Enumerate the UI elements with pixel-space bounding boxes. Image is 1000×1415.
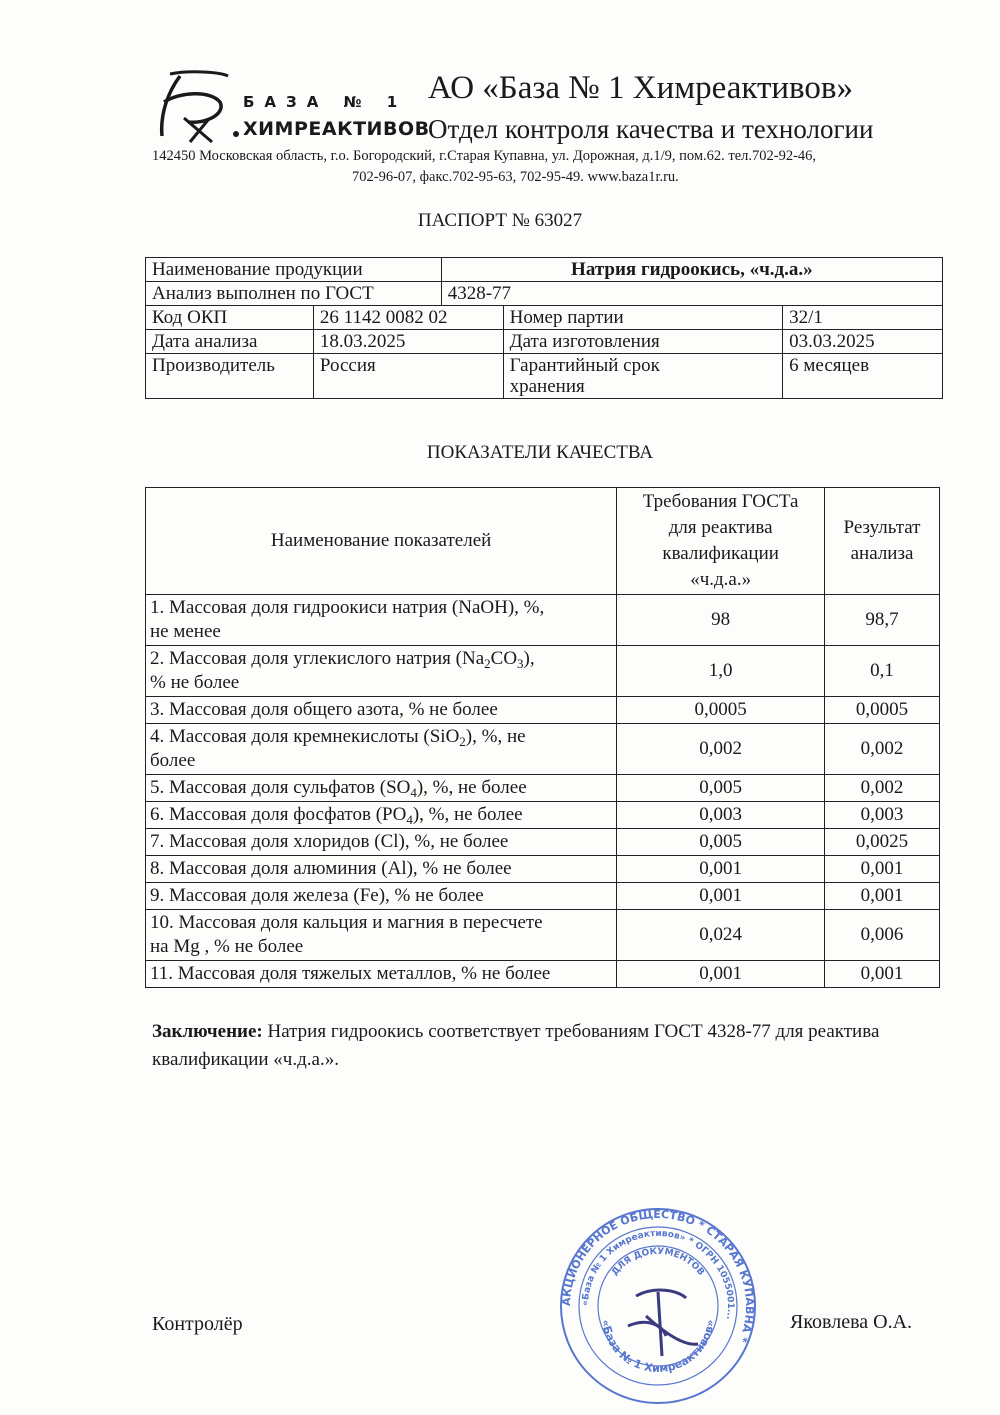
company-stamp	[558, 1206, 758, 1406]
requirement-value: 0,001	[617, 961, 825, 988]
result-value: 0,0005	[825, 697, 940, 724]
requirement-value: 0,001	[617, 883, 825, 910]
conclusion-label: Заключение:	[152, 1021, 263, 1042]
address-line-1: 142450 Московская область, г.о. Богородский, г.Старая Купавна, ул. Дорожная, д.1/9, пом.62. тел.702-92-46,	[152, 148, 817, 164]
address-line-2: 702-96-07, факс.702-95-63, 702-95-49. www.baza1r.ru.	[352, 169, 679, 185]
analysis-date-label: Дата анализа	[146, 330, 314, 354]
logo-text-line2: ХИМРЕАКТИВОВ	[243, 118, 430, 140]
shelf-life-label: Гарантийный срок хранения	[503, 354, 783, 399]
indicator-name: 9. Массовая доля железа (Fe), % не более	[146, 883, 617, 910]
quality-section-title: ПОКАЗАТЕЛИ КАЧЕСТВА	[426, 442, 654, 463]
result-value: 0,002	[825, 775, 940, 802]
table-row	[146, 595, 940, 646]
result-value: 0,002	[825, 724, 940, 775]
requirement-value: 0,003	[617, 802, 825, 829]
table-row	[146, 258, 943, 282]
table-row	[146, 330, 943, 354]
passport-title: ПАСПОРТ № 63027	[417, 210, 583, 231]
producer-label: Производитель	[146, 354, 314, 399]
conclusion	[152, 1018, 932, 1074]
table-row	[146, 961, 940, 988]
gost-label: Анализ выполнен по ГОСТ	[146, 282, 442, 306]
okp-value: 26 1142 0082 02	[313, 306, 503, 330]
result-value: 0,001	[825, 856, 940, 883]
table-row	[146, 724, 940, 775]
requirement-value: 0,0005	[617, 697, 825, 724]
requirement-value: 0,001	[617, 856, 825, 883]
table-row	[146, 910, 940, 961]
result-value: 0,0025	[825, 829, 940, 856]
requirement-value: 1,0	[617, 646, 825, 697]
quality-table	[145, 487, 940, 988]
result-value: 0,003	[825, 802, 940, 829]
product-info-table	[145, 257, 943, 399]
signature-mark	[628, 1290, 698, 1356]
stamp-center-top: ДЛЯ ДОКУМЕНТОВ	[610, 1246, 706, 1278]
indicator-name: 5. Массовая доля сульфатов $(SO_4)$, %, не более	[146, 775, 617, 802]
table-row	[146, 697, 940, 724]
result-value: 0,1	[825, 646, 940, 697]
requirement-value: 0,002	[617, 724, 825, 775]
result-value: 0,001	[825, 961, 940, 988]
indicator-name: 6. Массовая доля фосфатов $(PO_4)$, %, не более	[146, 802, 617, 829]
column-header-result: Результат анализа	[825, 488, 940, 595]
stamp-center-bottom: «База № 1 Химреактивов»	[599, 1318, 717, 1376]
indicator-name: 2. Массовая доля углекислого натрия $(Na_2CO_3)$, % не более	[146, 646, 617, 697]
indicator-name: 8. Массовая доля алюминия (Al), % не более	[146, 856, 617, 883]
logo-text-line1: БАЗА № 1	[243, 93, 408, 111]
table-row	[146, 775, 940, 802]
company-name: АО «База № 1 Химреактивов»	[428, 70, 853, 106]
table-row	[146, 829, 940, 856]
analysis-date-value: 18.03.2025	[313, 330, 503, 354]
table-row	[146, 354, 943, 399]
batch-value: 32/1	[783, 306, 943, 330]
controller-label: Контролёр	[152, 1313, 243, 1335]
requirement-value: 98	[617, 595, 825, 646]
requirement-value: 0,005	[617, 829, 825, 856]
shelf-life-value: 6 месяцев	[783, 354, 943, 399]
indicator-name: 11. Массовая доля тяжелых металлов, % не более	[146, 961, 617, 988]
table-row	[146, 282, 943, 306]
table-row	[146, 646, 940, 697]
product-value: Натрия гидроокись, «ч.д.а.»	[441, 258, 942, 282]
department-name: Отдел контроля качества и технологии	[428, 114, 874, 144]
conclusion-text: Натрия гидроокись соответствует требованиям ГОСТ 4328-77 для реактива квалификации «ч.д.а.».	[152, 1021, 880, 1070]
indicator-name: 7. Массовая доля хлоридов (Cl), %, не более	[146, 829, 617, 856]
indicator-name: 10. Массовая доля кальция и магния в пересчете на Mg , % не более	[146, 910, 617, 961]
result-value: 0,001	[825, 883, 940, 910]
table-row	[146, 802, 940, 829]
requirement-value: 0,024	[617, 910, 825, 961]
requirement-value: 0,005	[617, 775, 825, 802]
indicator-name: 1. Массовая доля гидроокиси натрия (NaOH), %, не менее	[146, 595, 617, 646]
result-value: 0,006	[825, 910, 940, 961]
table-header-row	[146, 488, 940, 595]
table-row	[146, 883, 940, 910]
signer-name: Яковлева О.А.	[790, 1311, 913, 1333]
result-value: 98,7	[825, 595, 940, 646]
column-header-requirement: Требования ГОСТа для реактива квалификации «ч.д.а.»	[617, 488, 825, 595]
indicator-name: 4. Массовая доля кремнекислоты (SiO$_2$), %, не более	[146, 724, 617, 775]
company-logo-icon	[150, 62, 240, 152]
stamp-inner-text: «База № 1 Химреактивов» * ОГРН 1055001...	[580, 1228, 736, 1321]
producer-value: Россия	[313, 354, 503, 399]
column-header-name: Наименование показателей	[146, 488, 617, 595]
indicator-name: 3. Массовая доля общего азота, % не более	[146, 697, 617, 724]
gost-value: 4328-77	[441, 282, 942, 306]
batch-label: Номер партии	[503, 306, 783, 330]
product-label: Наименование продукции	[146, 258, 442, 282]
manufacture-date-value: 03.03.2025	[783, 330, 943, 354]
stamp-outer-text: АКЦИОНЕРНОЕ ОБЩЕСТВО * СТАРАЯ КУПАВНА *	[559, 1207, 757, 1345]
table-row	[146, 306, 943, 330]
table-row	[146, 856, 940, 883]
okp-label: Код ОКП	[146, 306, 314, 330]
manufacture-date-label: Дата изготовления	[503, 330, 783, 354]
